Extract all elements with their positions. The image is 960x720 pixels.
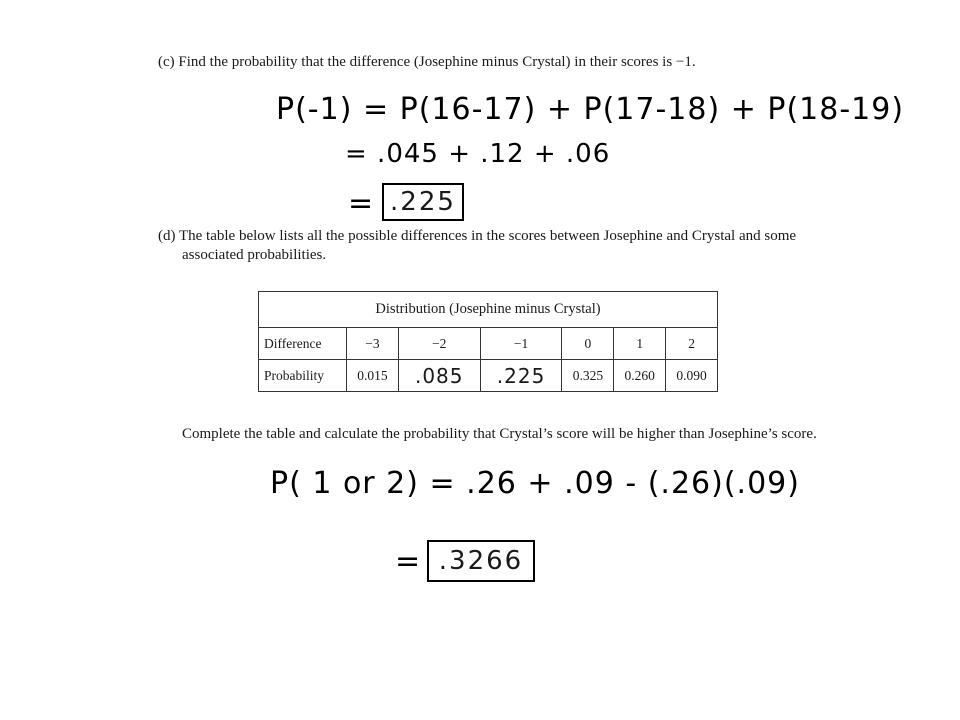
part-c-work-line-1: P(-1) = P(16-17) + P(17-18) + P(18-19) [276, 92, 905, 127]
part-c-result-equals: = [348, 186, 375, 221]
part-d-instruction: Complete the table and calculate the probability that Crystal’s score will be higher than Josephine’s score. [182, 426, 817, 442]
difference-cell: −3 [347, 328, 399, 360]
distribution-table [258, 291, 718, 392]
difference-cell: 1 [614, 328, 666, 360]
difference-cell: 0 [562, 328, 614, 360]
part-d-work-line-1: P( 1 or 2) = .26 + .09 - (.26)(.09) [270, 466, 800, 501]
row-header-probability: Probability [259, 360, 347, 392]
probability-cell-handwritten: .225 [480, 360, 562, 392]
part-c-result-box: .225 [382, 183, 464, 221]
part-d-question-line-1: (d) The table below lists all the possible differences in the scores between Josephine and Crystal and some [158, 228, 797, 244]
part-c-question: (c) Find the probability that the difference (Josephine minus Crystal) in their scores is −1. [158, 54, 696, 70]
row-header-difference: Difference [259, 328, 347, 360]
table-row-probability [259, 360, 718, 392]
difference-cell: 2 [666, 328, 718, 360]
difference-cell: −1 [480, 328, 562, 360]
difference-cell: −2 [398, 328, 480, 360]
part-d-result-equals: = [395, 544, 422, 579]
probability-cell: 0.260 [614, 360, 666, 392]
table-title: Distribution (Josephine minus Crystal) [259, 292, 718, 328]
part-d-question-line-2: associated probabilities. [182, 247, 327, 263]
part-c-work-line-2: = .045 + .12 + .06 [345, 139, 611, 169]
probability-cell: 0.325 [562, 360, 614, 392]
table-row-difference [259, 328, 718, 360]
probability-cell: 0.090 [666, 360, 718, 392]
part-d-result-box: .3266 [427, 540, 535, 582]
probability-cell: 0.015 [347, 360, 399, 392]
probability-cell-handwritten: .085 [398, 360, 480, 392]
